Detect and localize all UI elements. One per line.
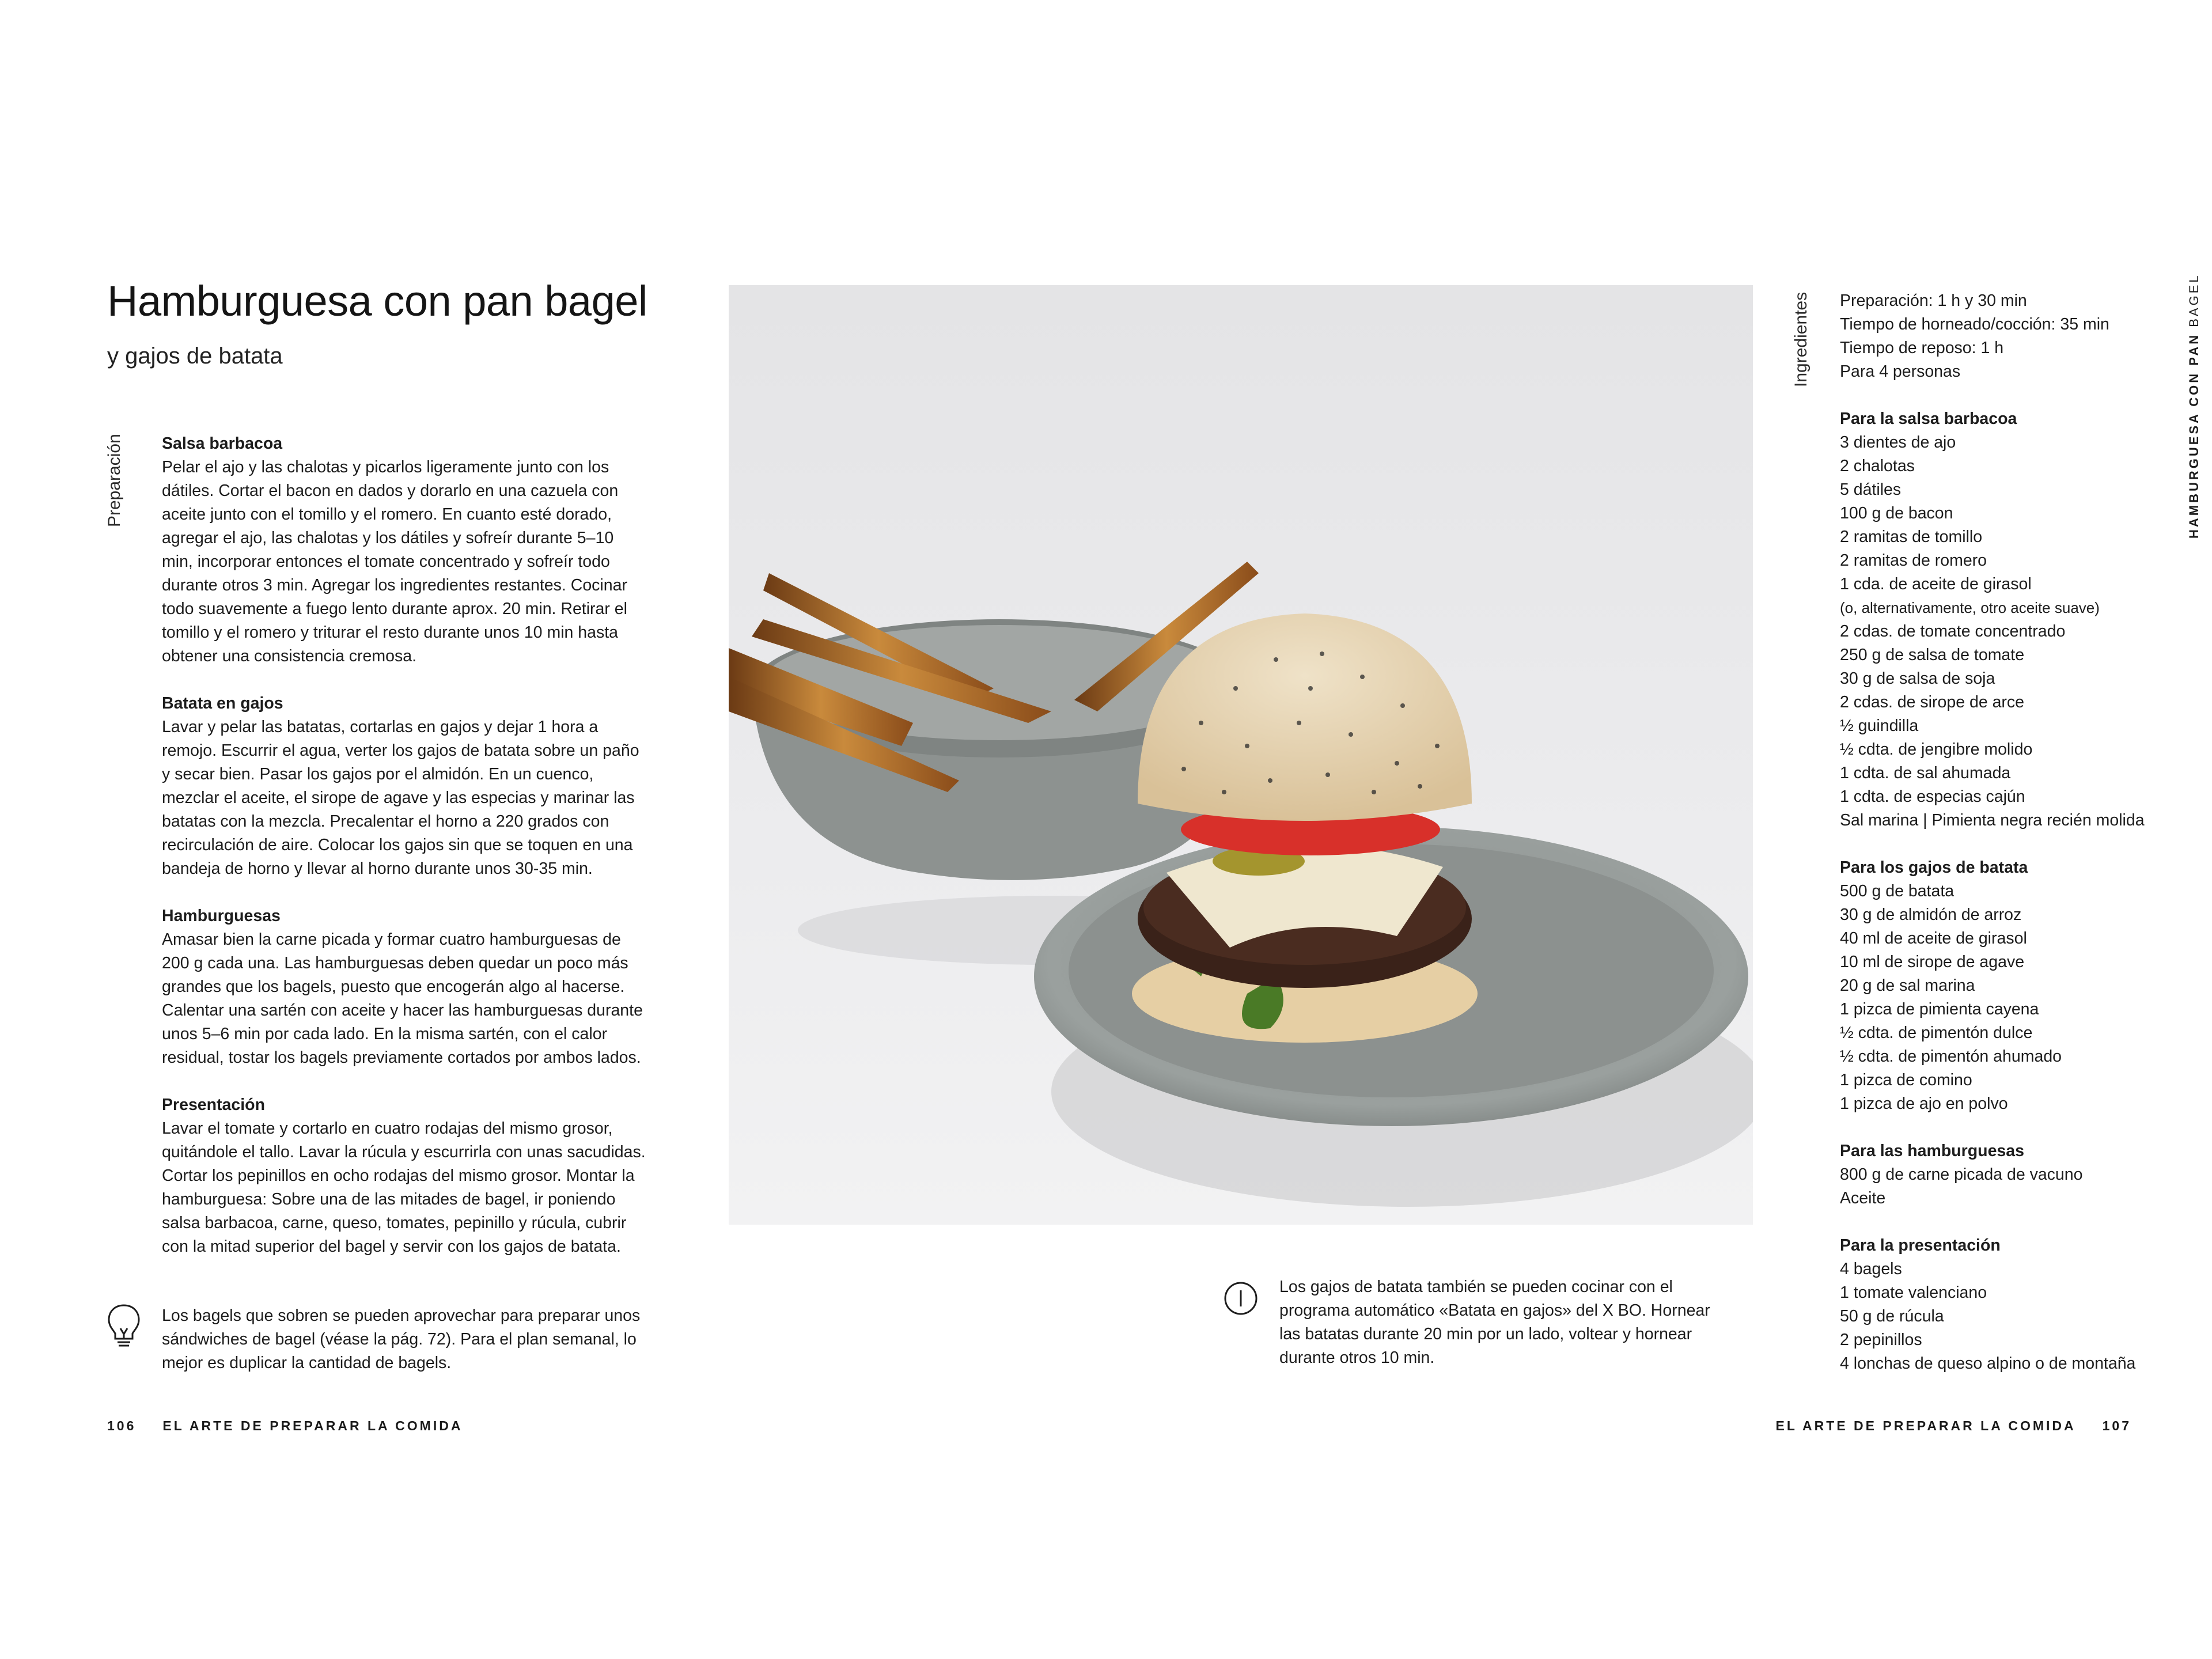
ingredient-item: 1 pizca de ajo en polvo bbox=[1840, 1094, 2008, 1113]
ingredient-group-salsa bbox=[1840, 407, 2162, 832]
prep-section-body: Lavar y pelar las batatas, cortarlas en gajos y dejar 1 hora a remojo. Escurrir el agua, verter los gajos de batata sobre un paño y secar bien. Pasar los gajos por el almidón. En un cuenco, mezclar el aceite, el sirope de agave y las especias y marinar las batatas con la mezcla. Precalentar el horno a 220 grados con recirculación de aire. Colocar los gajos sin que se toquen en una bandeja de horno y llevar al horno durante unos 30-35 min. bbox=[162, 718, 639, 878]
running-head-light: BAGEL bbox=[2187, 273, 2201, 327]
meta-item: Para 4 personas bbox=[1840, 362, 1961, 381]
info-icon bbox=[1224, 1281, 1258, 1316]
ingredient-item: 100 g de bacon bbox=[1840, 504, 1953, 522]
page-number: 106 bbox=[107, 1418, 137, 1433]
prep-section-body: Pelar el ajo y las chalotas y picarlos ligeramente junto con los dátiles. Cortar el bacon en dados y dorarlo en una cazuela con aceite junto con el tomillo y el romero. En cuanto esté dorado, agregar el ajo, las chalotas y los dátiles y sofreír durante 5–10 min, incorporar entonces el tomate concentrado y sofreír todo durante otros 3 min. Agregar los ingredientes restantes. Cocinar todo suavemente a fuego lento durante aprox. 20 min. Retirar el tomillo y el romero y triturar el resto durante unos 10 min hasta obtener una consistencia cremosa. bbox=[162, 458, 627, 665]
prep-section-presentacion bbox=[162, 1093, 646, 1259]
ingredients-list bbox=[1840, 289, 2162, 1399]
ingredient-item: 2 ramitas de romero bbox=[1840, 551, 1987, 570]
book-title: EL ARTE DE PREPARAR LA COMIDA bbox=[1775, 1418, 2076, 1433]
ingredient-item: 3 dientes de ajo bbox=[1840, 433, 1956, 452]
prep-section-body: Amasar bien la carne picada y formar cuatro hamburguesas de 200 g cada una. Las hamburguesas deben quedar un poco más grandes que los bagels, puesto que encogerán algo al hacerse. Calentar una sartén con aceite y hacer las hamburguesas durante unos 5–6 min por cada lado. En la misma sartén, con el calor residual, tostar los bagels previamente cortados por ambos lados. bbox=[162, 930, 643, 1067]
ingredients-label: Ingredientes bbox=[1791, 291, 1810, 387]
ingredient-group-title: Para las hamburguesas bbox=[1840, 1142, 2024, 1160]
ingredient-item: 2 pepinillos bbox=[1840, 1331, 1922, 1349]
ingredient-item: 2 cdas. de sirope de arce bbox=[1840, 693, 2025, 711]
recipe-title: Hamburguesa con pan bagel bbox=[107, 277, 647, 325]
burger-photo bbox=[729, 285, 1753, 1225]
tip-text: Los bagels que sobren se pueden aprovechar para preparar unos sándwiches de bagel (véase la pág. 72). Para el plan semanal, lo mejor es duplicar la cantidad de bagels. bbox=[162, 1306, 641, 1372]
prep-section-hamburguesas bbox=[162, 904, 646, 1070]
ingredient-item: 1 cdta. de especias cajún bbox=[1840, 787, 2025, 806]
ingredient-item: ½ cdta. de pimentón ahumado bbox=[1840, 1047, 2062, 1066]
ingredient-item: 2 cdas. de tomate concentrado bbox=[1840, 622, 2066, 641]
book-title: EL ARTE DE PREPARAR LA COMIDA bbox=[162, 1418, 463, 1433]
prep-section-title: Salsa barbacoa bbox=[162, 434, 283, 453]
meta-item: Tiempo de horneado/cocción: 35 min bbox=[1840, 315, 2109, 334]
prep-section-title: Presentación bbox=[162, 1096, 265, 1114]
tip-text: Los gajos de batata también se pueden cocinar con el programa automático «Batata en gajos» del X BO. Hornear las batatas durante 20 min por un lado, voltear y hornear durante otros 10 min. bbox=[1279, 1278, 1710, 1367]
ingredient-item: 500 g de batata bbox=[1840, 882, 1955, 900]
ingredient-group-batata bbox=[1840, 856, 2162, 1116]
ingredient-item: 50 g de rúcula bbox=[1840, 1307, 1944, 1325]
ingredient-group-title: Para los gajos de batata bbox=[1840, 858, 2028, 877]
ingredient-item: 20 g de sal marina bbox=[1840, 976, 1975, 995]
prep-section-salsa bbox=[162, 432, 646, 668]
ingredient-group-hamburguesas bbox=[1840, 1139, 2162, 1210]
ingredient-group-title: Para la presentación bbox=[1840, 1236, 2001, 1255]
prep-section-batata bbox=[162, 692, 646, 881]
running-head bbox=[2187, 273, 2202, 539]
footer-left bbox=[107, 1418, 463, 1434]
ingredient-item: 1 cdta. de sal ahumada bbox=[1840, 764, 2011, 782]
ingredient-item: 30 g de almidón de arroz bbox=[1840, 906, 2022, 924]
ingredient-item: ½ guindilla bbox=[1840, 717, 1919, 735]
ingredient-group-title: Para la salsa barbacoa bbox=[1840, 410, 2017, 428]
page-number: 107 bbox=[2102, 1418, 2131, 1433]
meta-item: Preparación: 1 h y 30 min bbox=[1840, 291, 2027, 310]
ingredient-item: 1 tomate valenciano bbox=[1840, 1283, 1987, 1302]
ingredient-group-presentacion bbox=[1840, 1234, 2162, 1376]
ingredient-item: 800 g de carne picada de vacuno bbox=[1840, 1165, 2083, 1184]
lightbulb-icon bbox=[105, 1303, 142, 1349]
ingredient-item: 5 dátiles bbox=[1840, 480, 1902, 499]
preparation-steps bbox=[162, 432, 646, 1282]
ingredient-item: ½ cdta. de jengibre molido bbox=[1840, 740, 2033, 759]
preparation-label: Preparación bbox=[105, 434, 124, 527]
ingredient-item: 4 lonchas de queso alpino o de montaña bbox=[1840, 1354, 2136, 1373]
ingredient-item: Aceite bbox=[1840, 1189, 1886, 1207]
ingredient-item: ½ cdta. de pimentón dulce bbox=[1840, 1024, 2033, 1042]
prep-section-body: Lavar el tomate y cortarlo en cuatro rodajas del mismo grosor, quitándole el tallo. Lavar la rúcula y escurrirla con unas sacudidas. Cortar los pepinillos en ocho rodajas del mismo grosor. Montar la hamburguesa: Sobre una de las mitades de bagel, ir poniendo salsa barbacoa, carne, queso, tomates, pepinillo y rúcula, cubrir con la mitad superior del bagel y servir con los gajos de batata. bbox=[162, 1119, 646, 1256]
recipe-subtitle: y gajos de batata bbox=[107, 343, 283, 369]
ingredient-item: 1 cda. de aceite de girasol bbox=[1840, 575, 2032, 593]
footer-right bbox=[1776, 1418, 2131, 1434]
meta-item: Tiempo de reposo: 1 h bbox=[1840, 339, 2004, 357]
prep-section-title: Batata en gajos bbox=[162, 694, 283, 713]
ingredient-item: 10 ml de sirope de agave bbox=[1840, 953, 2025, 971]
ingredient-item: 40 ml de aceite de girasol bbox=[1840, 929, 2027, 948]
ingredient-item: 4 bagels bbox=[1840, 1260, 1902, 1278]
ingredient-item: Sal marina | Pimienta negra recién molida bbox=[1840, 811, 2145, 830]
prep-section-title: Hamburguesas bbox=[162, 907, 281, 925]
running-head-bold: HAMBURGUESA CON PAN bbox=[2187, 332, 2201, 539]
ingredient-item: 30 g de salsa de soja bbox=[1840, 669, 1995, 688]
ingredient-item: 2 chalotas bbox=[1840, 457, 1915, 475]
ingredient-item: 250 g de salsa de tomate bbox=[1840, 646, 2025, 664]
ingredient-item: 1 pizca de comino bbox=[1840, 1071, 1972, 1089]
ingredient-item: (o, alternativamente, otro aceite suave) bbox=[1840, 599, 2100, 616]
ingredient-item: 2 ramitas de tomillo bbox=[1840, 528, 1983, 546]
recipe-meta bbox=[1840, 289, 2162, 384]
ingredient-item: 1 pizca de pimienta cayena bbox=[1840, 1000, 2039, 1018]
